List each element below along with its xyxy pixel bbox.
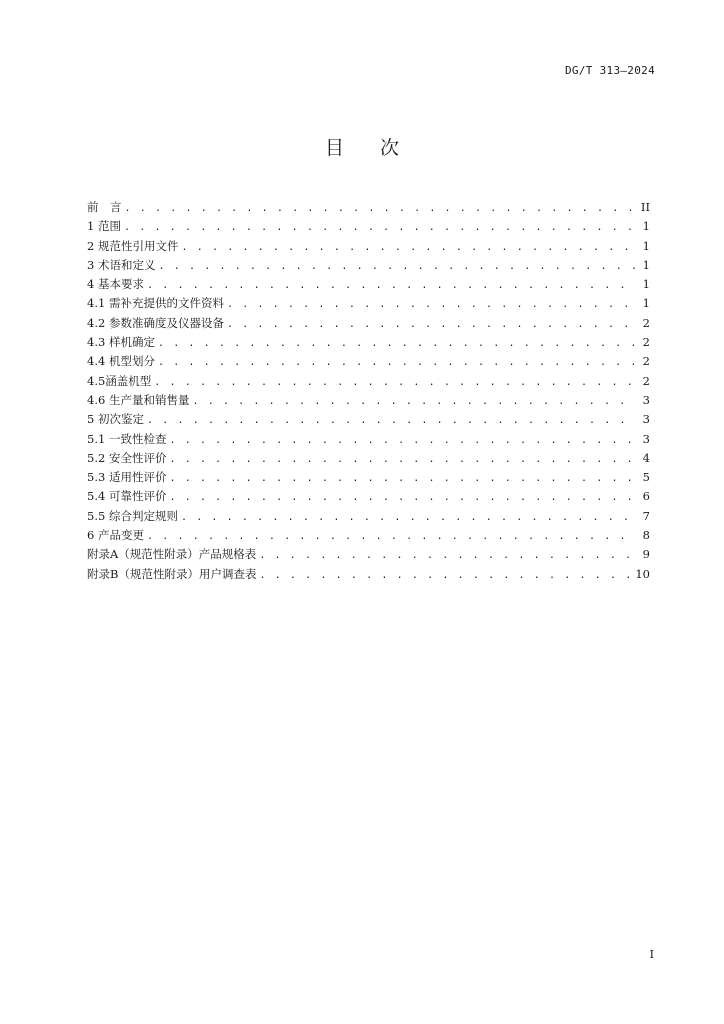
toc-entry-page: 1 <box>642 257 650 272</box>
toc-entry[interactable] <box>87 353 650 372</box>
toc-leader-dots <box>181 242 636 253</box>
toc-entry-label: 5.5 综合判定规则 <box>87 508 178 523</box>
toc-entry-label: 4.4 机型划分 <box>87 354 155 369</box>
toc-entry-page: 2 <box>642 354 650 369</box>
table-of-contents <box>87 199 650 585</box>
toc-leader-dots <box>158 261 636 272</box>
toc-entry-page: 3 <box>642 412 650 427</box>
toc-entry[interactable] <box>87 315 650 334</box>
page-title <box>0 133 724 160</box>
toc-entry[interactable] <box>87 411 650 430</box>
toc-entry[interactable] <box>87 431 650 450</box>
page-title-part1: 目 <box>324 137 344 159</box>
toc-leader-dots <box>169 473 636 484</box>
document-code: DG/T 313—2024 <box>565 64 655 77</box>
toc-entry-label: 4.1 需补充提供的文件资料 <box>87 296 224 311</box>
toc-entry-page: 4 <box>642 450 650 465</box>
toc-entry[interactable] <box>87 199 650 218</box>
toc-entry-label: 4.3 样机确定 <box>87 335 155 350</box>
toc-entry-page: 6 <box>642 489 650 504</box>
toc-entry-label: 6 产品变更 <box>87 528 144 543</box>
toc-entry-page: 1 <box>642 277 650 292</box>
toc-entry[interactable] <box>87 527 650 546</box>
toc-entry[interactable] <box>87 218 650 237</box>
toc-entry[interactable] <box>87 469 650 488</box>
toc-entry-page: 2 <box>642 335 650 350</box>
toc-entry-page: 5 <box>642 470 650 485</box>
toc-entry[interactable] <box>87 334 650 353</box>
toc-leader-dots <box>147 531 636 542</box>
toc-leader-dots <box>147 280 636 291</box>
toc-entry[interactable] <box>87 373 650 392</box>
toc-leader-dots <box>169 454 636 465</box>
page-number: I <box>649 948 654 961</box>
toc-entry[interactable] <box>87 488 650 507</box>
toc-leader-dots <box>181 512 636 523</box>
toc-entry[interactable] <box>87 257 650 276</box>
toc-entry-label: 5 初次鉴定 <box>87 412 144 427</box>
toc-entry-label: 5.3 适用性评价 <box>87 470 167 485</box>
toc-entry-page: 1 <box>642 219 650 234</box>
toc-entry-page: 10 <box>635 566 650 581</box>
toc-entry-label: 1 范围 <box>87 219 121 234</box>
toc-entry-page: 1 <box>642 238 650 253</box>
toc-leader-dots <box>227 299 636 310</box>
toc-entry[interactable] <box>87 295 650 314</box>
toc-leader-dots <box>158 357 636 368</box>
toc-entry-label: 附录A（规范性附录）产品规格表 <box>87 547 257 562</box>
toc-entry-label: 4.2 参数准确度及仪器设备 <box>87 315 224 330</box>
toc-entry-page: II <box>640 200 650 214</box>
toc-entry-label: 4 基本要求 <box>87 277 144 292</box>
page-title-part2: 次 <box>380 137 400 159</box>
toc-leader-dots <box>154 377 636 388</box>
toc-entry-label: 4.5涵盖机型 <box>87 373 152 388</box>
toc-entry-page: 3 <box>642 431 650 446</box>
toc-entry-label: 2 规范性引用文件 <box>87 238 179 253</box>
toc-leader-dots <box>147 415 636 426</box>
toc-entry-label: 附录B（规范性附录）用户调查表 <box>87 566 257 581</box>
toc-entry[interactable] <box>87 546 650 565</box>
toc-entry-page: 2 <box>642 315 650 330</box>
toc-entry-page: 9 <box>642 547 650 562</box>
toc-leader-dots <box>169 492 636 503</box>
toc-entry-label: 5.2 安全性评价 <box>87 450 167 465</box>
toc-entry[interactable] <box>87 392 650 411</box>
toc-leader-dots <box>192 396 636 407</box>
toc-entry-page: 3 <box>642 392 650 407</box>
toc-entry-page: 2 <box>642 373 650 388</box>
toc-entry-label: 5.4 可靠性评价 <box>87 489 167 504</box>
toc-entry-page: 7 <box>642 508 650 523</box>
toc-entry-label: 4.6 生产量和销售量 <box>87 392 190 407</box>
toc-entry-label: 前 言 <box>87 200 122 214</box>
toc-leader-dots <box>259 550 636 561</box>
toc-entry[interactable] <box>87 238 650 257</box>
toc-entry-label: 5.1 一致性检查 <box>87 431 167 446</box>
toc-leader-dots <box>259 570 631 581</box>
toc-leader-dots <box>227 319 636 330</box>
toc-entry[interactable] <box>87 276 650 295</box>
toc-leader-dots <box>125 203 637 214</box>
toc-entry-page: 8 <box>642 528 650 543</box>
toc-entry[interactable] <box>87 566 650 585</box>
toc-entry-label: 3 术语和定义 <box>87 257 156 272</box>
toc-entry-page: 1 <box>642 296 650 311</box>
toc-leader-dots <box>169 435 636 446</box>
toc-leader-dots <box>124 222 636 233</box>
toc-entry[interactable] <box>87 450 650 469</box>
toc-entry[interactable] <box>87 508 650 527</box>
toc-leader-dots <box>158 338 636 349</box>
